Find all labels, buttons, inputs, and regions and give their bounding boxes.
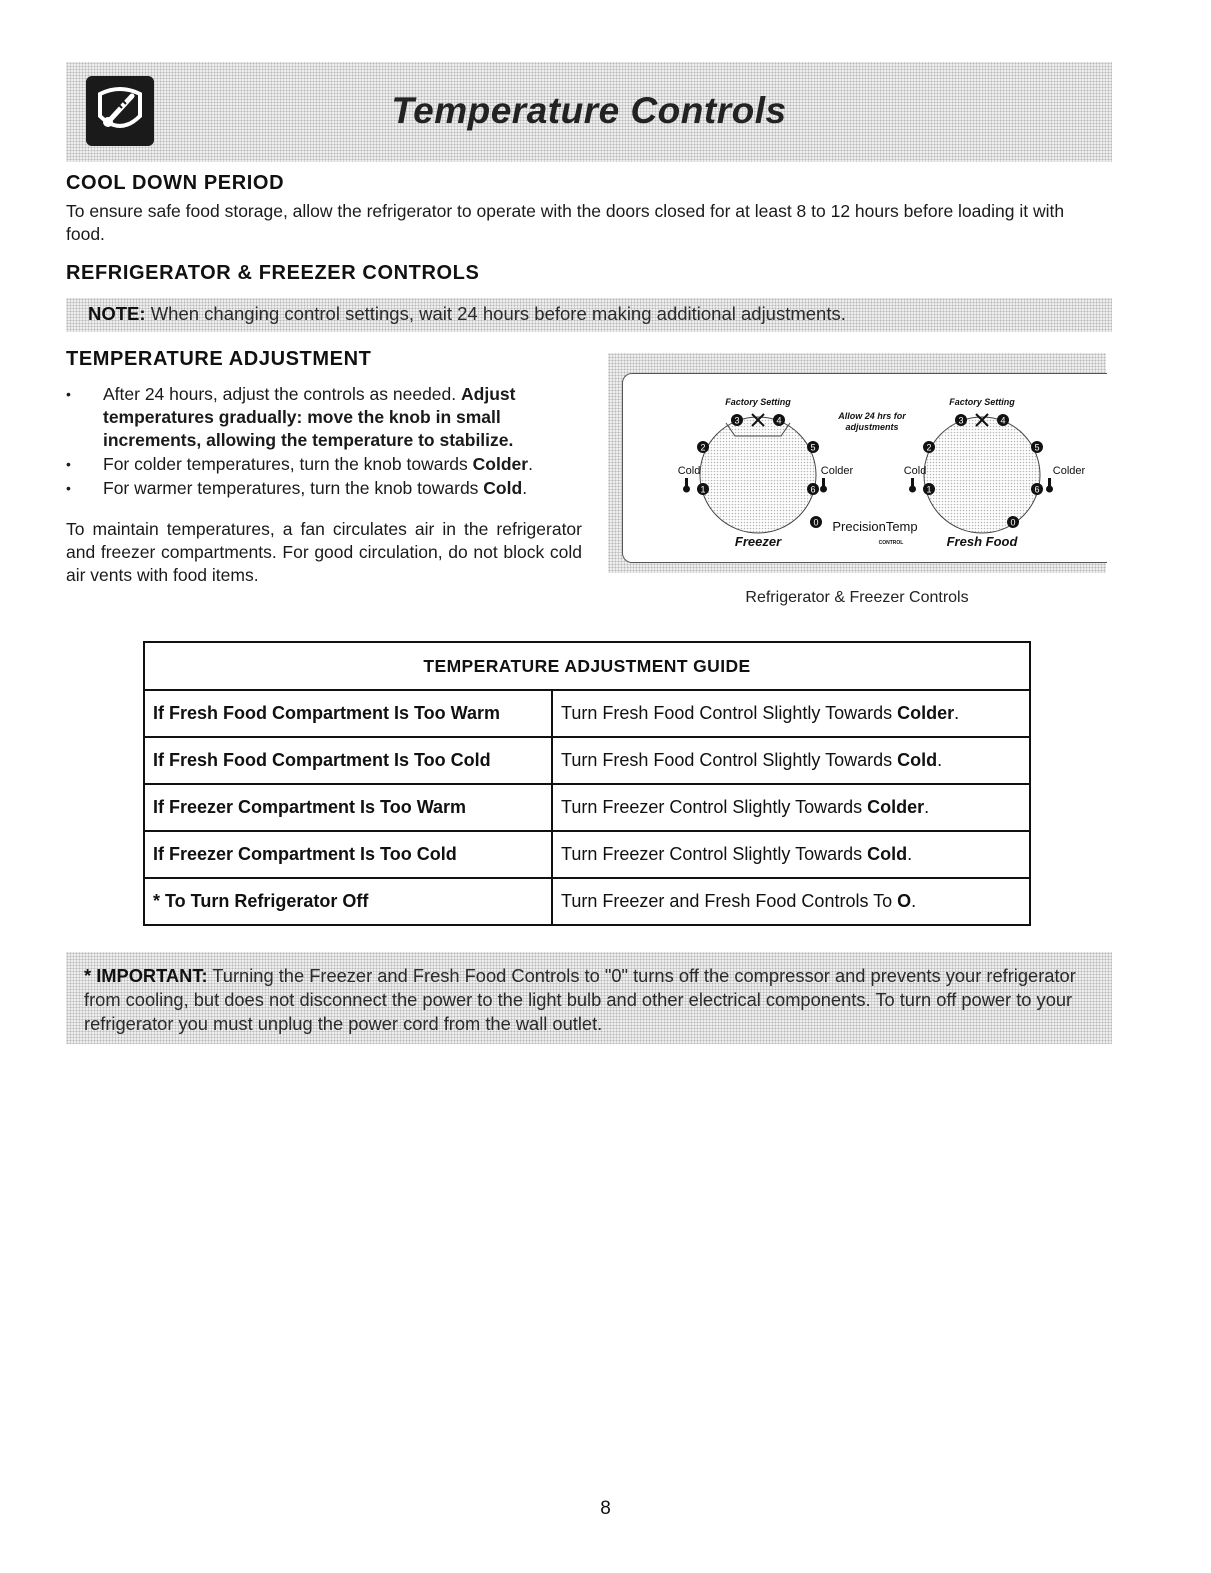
factory-setting-label: Factory Setting <box>725 397 791 407</box>
header-banner <box>66 62 1112 162</box>
table-row <box>144 878 1030 925</box>
factory-setting-label: Factory Setting <box>949 397 1015 407</box>
note-body: When changing control settings, wait 24 hours before making additional adjustments. <box>145 303 846 324</box>
svg-text:6: 6 <box>1034 484 1040 495</box>
adjustment-bullet-list <box>66 383 586 501</box>
page-number: 8 <box>600 1498 611 1519</box>
cold-label: Cold <box>677 465 701 477</box>
controls-diagram-panel <box>622 373 1107 563</box>
condition-cell: If Freezer Compartment Is Too Cold <box>144 831 552 878</box>
note-label: NOTE: <box>88 303 146 324</box>
important-label: * IMPORTANT: <box>84 965 208 986</box>
svg-text:3: 3 <box>958 415 964 426</box>
action-cell: Turn Freezer Control Slightly Towards Colder. <box>552 784 1030 831</box>
important-banner <box>66 952 1112 1044</box>
cool-down-heading: COOL DOWN PERIOD <box>66 172 285 194</box>
fresh-food-dial <box>924 414 1040 533</box>
note-banner <box>66 298 1112 332</box>
adjustment-heading: TEMPERATURE ADJUSTMENT <box>66 348 372 370</box>
condition-cell: If Fresh Food Compartment Is Too Cold <box>144 737 552 784</box>
svg-text:5: 5 <box>1034 442 1040 453</box>
brand-label: PrecisionTemp <box>832 519 918 534</box>
svg-text:6: 6 <box>810 484 816 495</box>
diagram-caption: Refrigerator & Freezer Controls <box>745 589 969 606</box>
cool-down-text: To ensure safe food storage, allow the refrigerator to operate with the doors closed for at least 8 to 12 hours before loading it with food. <box>66 201 1065 244</box>
svg-text:0: 0 <box>813 517 819 528</box>
note-text <box>88 303 846 325</box>
adjustment-guide-table <box>143 641 1031 926</box>
freezer-label: Freezer <box>734 534 782 549</box>
condition-cell: * To Turn Refrigerator Off <box>144 878 552 925</box>
table-row <box>144 690 1030 737</box>
page-title: Temperature Controls <box>391 90 787 131</box>
action-cell: Turn Freezer Control Slightly Towards Cold. <box>552 831 1030 878</box>
table-row <box>144 831 1030 878</box>
allow-note-line2: adjustments <box>845 422 899 432</box>
svg-text:1: 1 <box>926 484 932 495</box>
brand-sub-label: CONTROL <box>878 540 904 546</box>
svg-text:4: 4 <box>1000 415 1006 426</box>
svg-text:0: 0 <box>1010 517 1016 528</box>
action-cell: Turn Freezer and Fresh Food Controls To O. <box>552 878 1030 925</box>
colder-label: Colder <box>1052 465 1086 477</box>
table-row <box>144 784 1030 831</box>
condition-cell: If Freezer Compartment Is Too Warm <box>144 784 552 831</box>
table-row <box>144 737 1030 784</box>
fan-circulation-text: To maintain temperatures, a fan circulates air in the refrigerator and freezer compartments. For good circulation, do not block cold air vents with food items. <box>66 519 582 585</box>
freezer-dial <box>700 414 819 533</box>
action-cell: Turn Fresh Food Control Slightly Towards Cold. <box>552 737 1030 784</box>
table-header-row <box>144 642 1030 690</box>
bullet-item: • For colder temperatures, turn the knob towards Colder. <box>66 453 586 476</box>
bullet-item: • For warmer temperatures, turn the knob towards Cold. <box>66 477 586 500</box>
condition-cell: If Fresh Food Compartment Is Too Warm <box>144 690 552 737</box>
bullet-item: • After 24 hours, adjust the controls as needed. Adjust temperatures gradually: move the knob in small increments, allowing the temperature to stabilize. <box>66 383 586 452</box>
table-title: TEMPERATURE ADJUSTMENT GUIDE <box>144 642 1030 690</box>
allow-note-line1: Allow 24 hrs for <box>838 411 906 421</box>
svg-text:5: 5 <box>810 442 816 453</box>
fresh-food-label: Fresh Food <box>946 534 1018 549</box>
action-cell: Turn Fresh Food Control Slightly Towards Colder. <box>552 690 1030 737</box>
important-body: Turning the Freezer and Fresh Food Controls to "0" turns off the compressor and prevents your refrigerator from cooling, but does not disconnect the power to the light bulb and other electrical components. To turn off power to your refrigerator you must unplug the power cord from the wall outlet. <box>84 965 1076 1034</box>
svg-text:2: 2 <box>700 442 706 453</box>
cold-label: Cold <box>903 465 927 477</box>
controls-heading: REFRIGERATOR & FREEZER CONTROLS <box>66 262 480 284</box>
svg-text:2: 2 <box>926 442 932 453</box>
svg-text:1: 1 <box>700 484 706 495</box>
svg-text:4: 4 <box>776 415 782 426</box>
controls-diagram <box>608 353 1106 573</box>
important-text <box>84 964 1104 1036</box>
svg-text:3: 3 <box>734 415 740 426</box>
colder-label: Colder <box>820 465 854 477</box>
